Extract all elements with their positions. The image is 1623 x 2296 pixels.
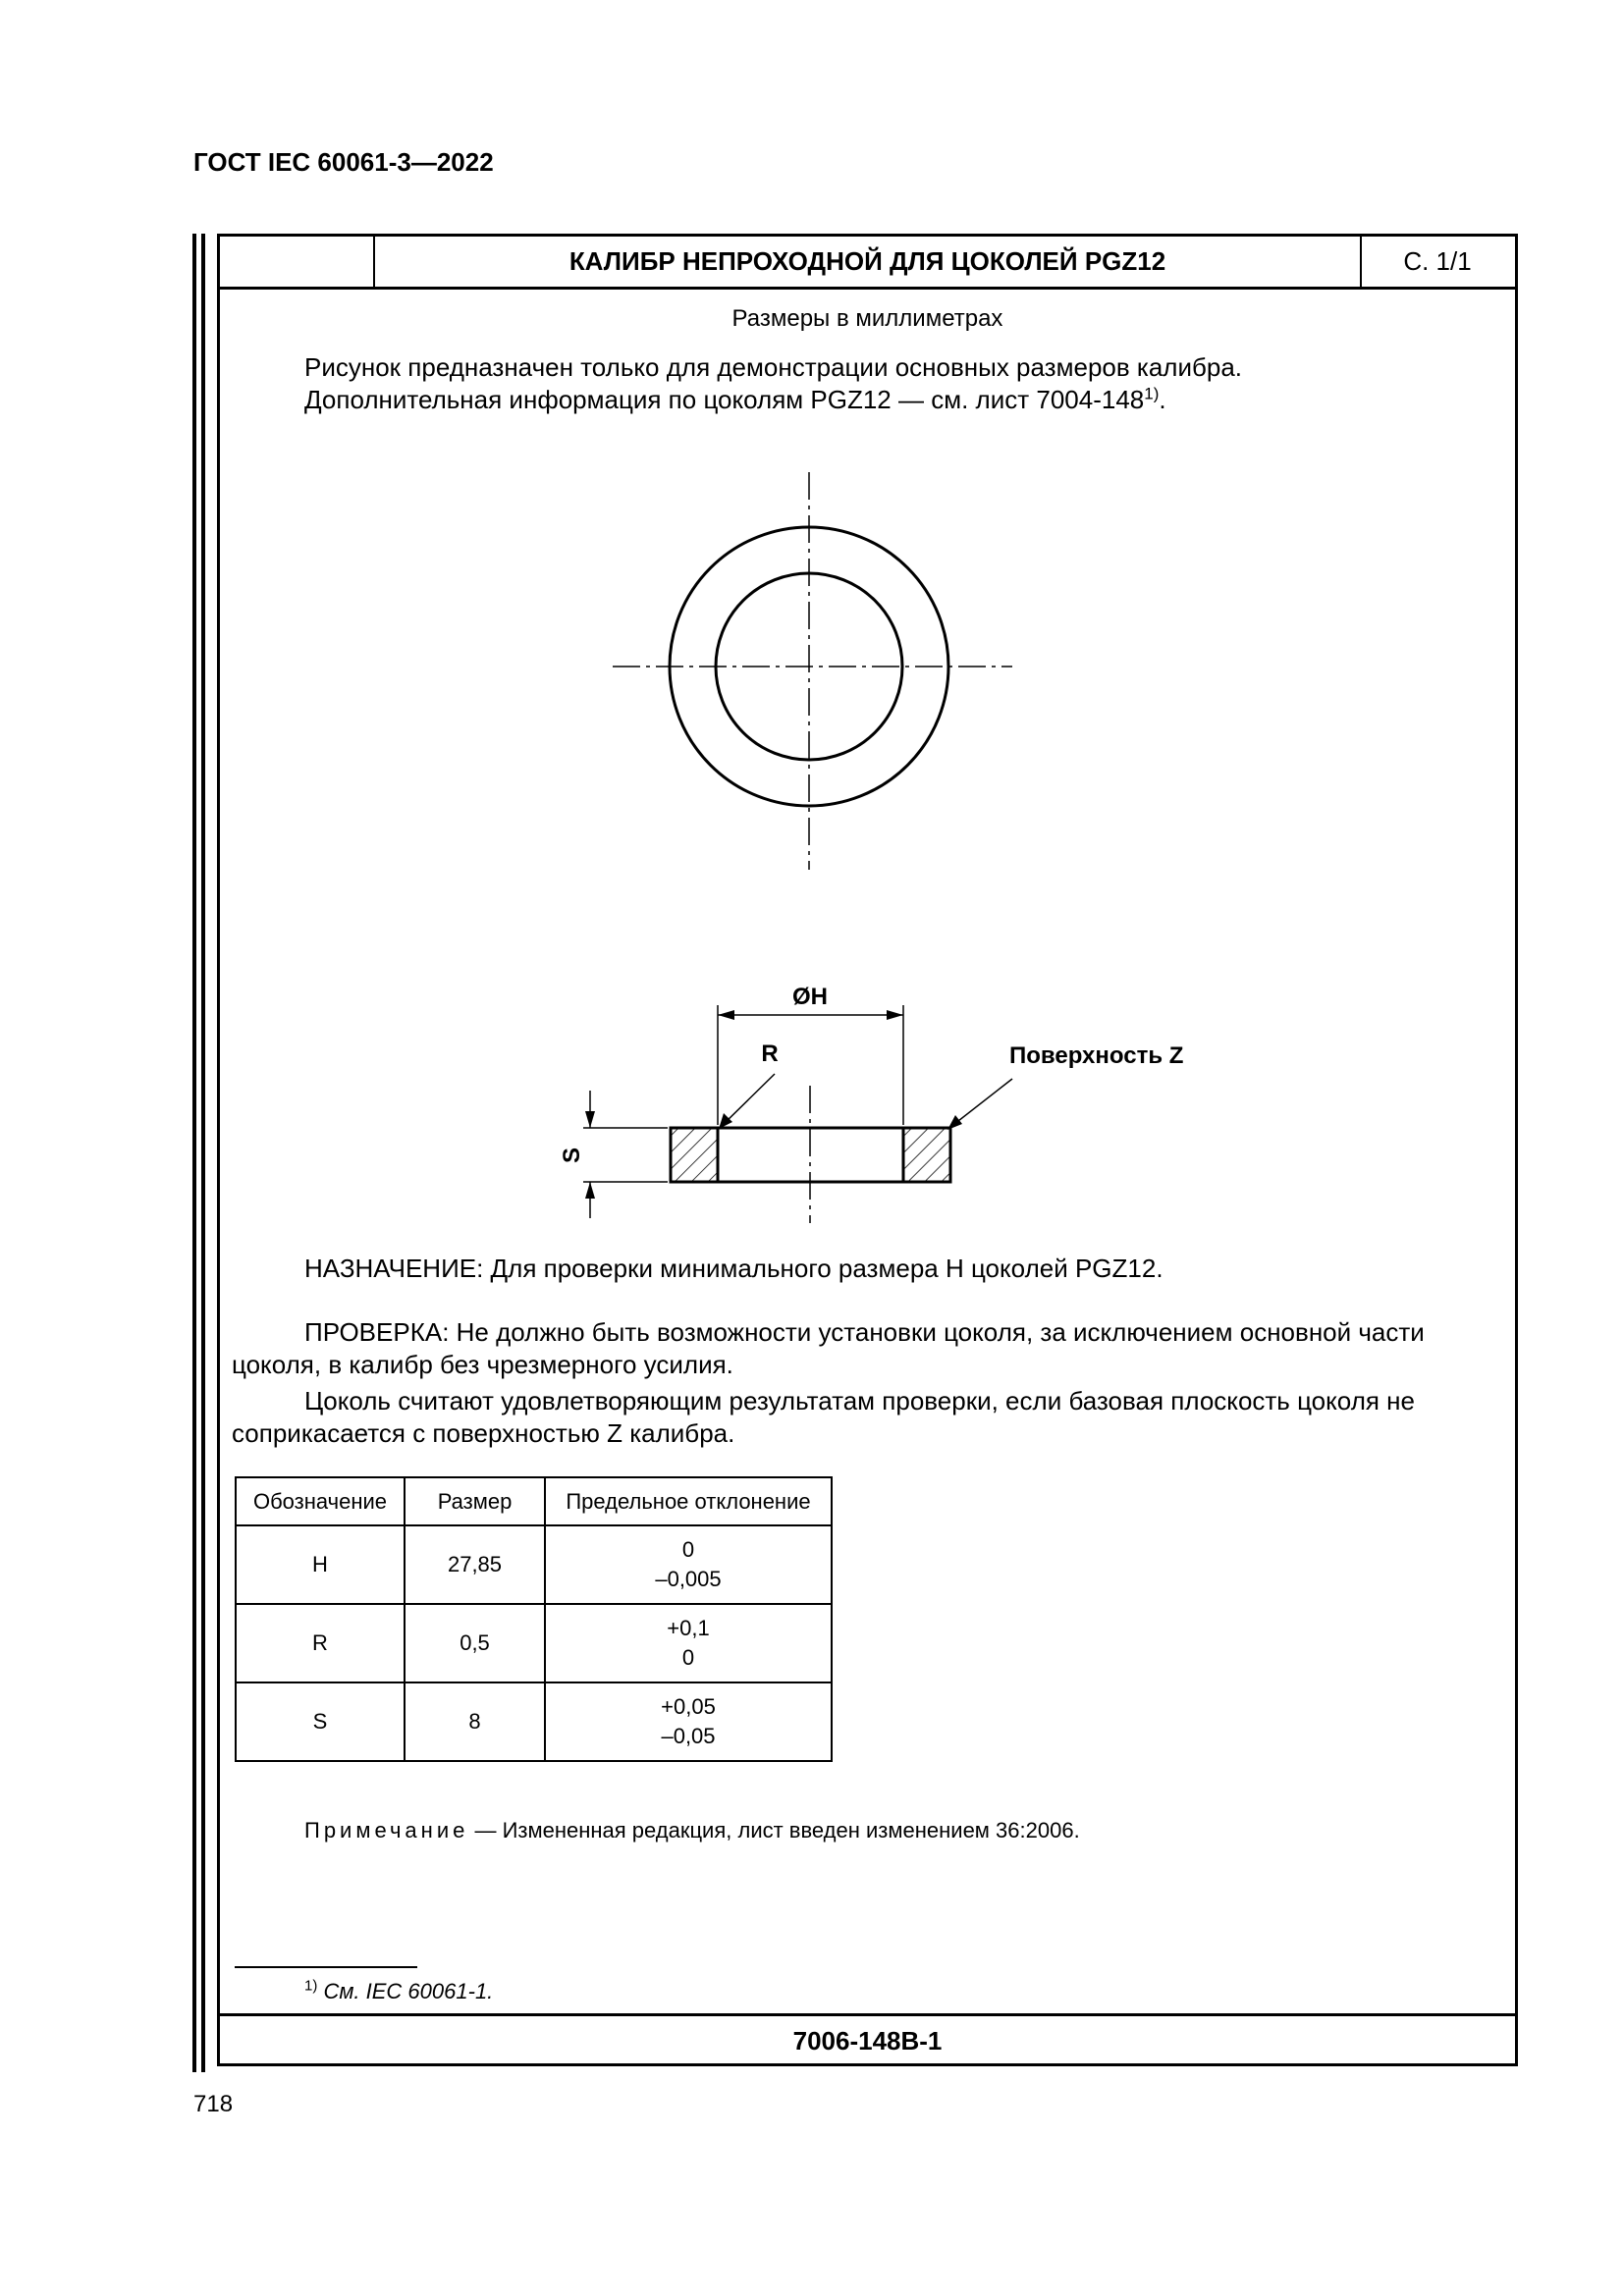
- table-cell-size: 8: [405, 1682, 545, 1761]
- margin-bar: [192, 234, 196, 2072]
- table-cell-tolerance: [545, 1682, 832, 1761]
- radius-label: R: [761, 1041, 779, 1067]
- arrow-left: [718, 1010, 734, 1020]
- footnote-ref: 1): [1144, 384, 1160, 403]
- tolerance-lower: 0: [681, 1645, 695, 1670]
- sheet-code: 7006-148B-1: [220, 2013, 1515, 2066]
- note-label: Примечание: [304, 1818, 469, 1842]
- table-cell-size: 27,85: [405, 1525, 545, 1604]
- page-number: 718: [193, 2091, 234, 2117]
- tolerance-upper: +0,1: [667, 1616, 710, 1640]
- dimensions-table: [235, 1476, 833, 1762]
- tolerance-upper: +0,05: [661, 1694, 716, 1719]
- footnote-rule: [235, 1966, 417, 1968]
- table-header: Размер: [405, 1477, 545, 1525]
- top-view: [613, 472, 1012, 870]
- thickness-arrow-top: [585, 1111, 595, 1128]
- diameter-label: ØH: [792, 984, 828, 1010]
- table-row: [236, 1525, 832, 1604]
- table-cell-size: 0,5: [405, 1604, 545, 1682]
- margin-bar: [201, 234, 205, 2072]
- note: [304, 1818, 1080, 1843]
- sheet-title: КАЛИБР НЕПРОХОДНОЙ ДЛЯ ЦОКОЛЕЙ PGZ12: [373, 237, 1362, 287]
- sheet-frame: [217, 234, 1518, 2066]
- thickness-arrow-bottom: [585, 1182, 595, 1199]
- footnote-text: См. IEC 60061-1.: [317, 1979, 494, 2003]
- intro-line-2-text: Дополнительная информация по цоколям PGZ12 — см. лист 7004-148: [304, 385, 1145, 414]
- footnote-mark: 1): [304, 1977, 318, 1995]
- tolerance-lower: –0,05: [661, 1724, 716, 1748]
- purpose-text: НАЗНАЧЕНИЕ: Для проверки минимального размера H цоколей PGZ12.: [304, 1254, 1163, 1283]
- arrow-right: [887, 1010, 903, 1020]
- table-cell-symbol: R: [236, 1604, 405, 1682]
- note-text: — Измененная редакция, лист введен изменением 36:2006.: [468, 1818, 1080, 1842]
- sheet-page: С. 1/1: [1403, 246, 1472, 276]
- section-left-hatch: [671, 1128, 718, 1182]
- section-right-hatch: [903, 1128, 950, 1182]
- table-cell-tolerance: [545, 1525, 832, 1604]
- section-view: [559, 984, 1183, 1223]
- check-paragraph-1: ПРОВЕРКА: Не должно быть возможности установки цоколя, за исключением основной части цоколя, в калибр без чрезмерного усилия.: [232, 1317, 1425, 1379]
- table-cell-symbol: H: [236, 1525, 405, 1604]
- table-row: [236, 1682, 832, 1761]
- surface-arrow: [947, 1115, 962, 1130]
- tolerance-upper: 0: [681, 1537, 695, 1562]
- intro-line-1: Рисунок предназначен только для демонстрации основных размеров калибра.: [304, 352, 1243, 382]
- table-cell-symbol: S: [236, 1682, 405, 1761]
- document-title: ГОСТ IEC 60061-3—2022: [193, 147, 494, 177]
- thickness-label: S: [559, 1147, 585, 1164]
- table-header-row: [236, 1477, 832, 1525]
- table-header: Обозначение: [236, 1477, 405, 1525]
- table-header: Предельное отклонение: [545, 1477, 832, 1525]
- table-row: [236, 1604, 832, 1682]
- table-cell-tolerance: [545, 1604, 832, 1682]
- intro-line-2-end: .: [1159, 385, 1166, 414]
- surface-label: Поверхность Z: [1009, 1042, 1184, 1069]
- units-note: Размеры в миллиметрах: [731, 305, 1003, 332]
- footnote: [304, 1979, 493, 2004]
- gauge-drawing: [220, 237, 1515, 1238]
- check-paragraph-2: Цоколь считают удовлетворяющим результатам проверки, если базовая плоскость цоколя не соприкасается с поверхностью Z калибра.: [232, 1386, 1415, 1448]
- tolerance-lower: –0,005: [655, 1567, 722, 1591]
